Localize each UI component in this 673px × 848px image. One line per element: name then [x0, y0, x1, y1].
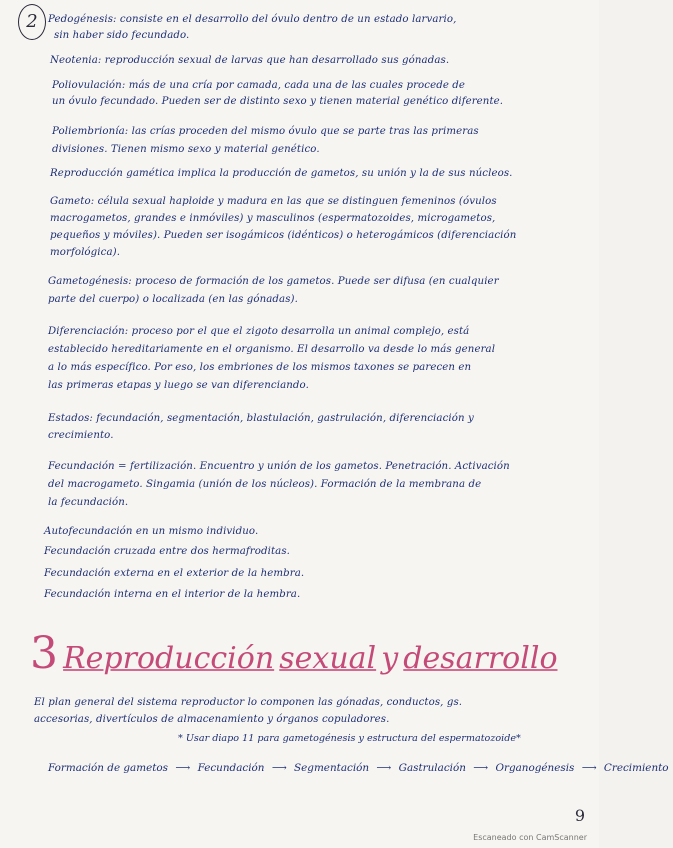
text-line: Neotenia: reproducción sexual de larvas que han desarrollado sus gónadas. — [50, 55, 450, 66]
text-line: parte del cuerpo) o localizada (en las gónadas). — [48, 294, 298, 305]
text-line: Fecundación interna en el interior de la hembra. — [44, 589, 301, 600]
page-number-circle: 2 — [18, 4, 46, 40]
arrow-icon: ⟶ — [175, 762, 191, 774]
heading-word: Reproducción — [63, 641, 275, 676]
text-line: El plan general del sistema reproductor lo componen las gónadas, conductos, gs. — [34, 697, 463, 708]
text-line: la fecundación. — [48, 497, 129, 508]
text-line: Reproducción gamética implica la producción de gametos, su unión y la de sus núcleos. — [50, 168, 513, 179]
section-heading — [30, 628, 558, 679]
text-line: las primeras etapas y luego se van diferenciando. — [48, 380, 309, 391]
arrow-icon: ⟶ — [581, 762, 597, 774]
flow-step: Gastrulación — [398, 762, 466, 774]
text-line: divisiones. Tienen mismo sexo y material genético. — [52, 144, 320, 155]
text-line: Gametogénesis: proceso de formación de los gametos. Puede ser difusa (en cualquier — [48, 276, 499, 287]
text-line: sin haber sido fecundado. — [54, 30, 190, 41]
text-line: a lo más específico. Por eso, los embriones de los mismos taxones se parecen en — [48, 362, 472, 373]
text-line: Fecundación = fertilización. Encuentro y unión de los gametos. Penetración. Activación — [48, 461, 510, 472]
process-flow — [48, 762, 673, 774]
text-line: crecimiento. — [48, 430, 114, 441]
text-line: Pedogénesis: consiste en el desarrollo del óvulo dentro de un estado larvario, — [48, 14, 457, 25]
text-line: Gameto: célula sexual haploide y madura en las que se distinguen femeninos (óvulos — [50, 196, 497, 207]
flow-step: Fecundación — [197, 762, 265, 774]
text-line: un óvulo fecundado. Pueden ser de distinto sexo y tienen material genético diferente. — [52, 96, 504, 107]
arrow-icon: ⟶ — [271, 762, 287, 774]
text-line: Poliovulación: más de una cría por camada, cada una de las cuales procede de — [52, 80, 466, 91]
text-line: accesorias, divertículos de almacenamiento y órganos copuladores. — [34, 714, 390, 725]
text-line: Autofecundación en un mismo individuo. — [44, 526, 259, 537]
text-line: Fecundación externa en el exterior de la hembra. — [44, 568, 305, 579]
heading-word: desarrollo — [403, 641, 558, 676]
flow-step: Crecimiento — [603, 762, 669, 774]
text-line: macrogametos, grandes e inmóviles) y masculinos (espermatozoides, microgametos, — [50, 213, 496, 224]
text-line: Estados: fecundación, segmentación, blastulación, gastrulación, diferenciación y — [48, 413, 474, 424]
heading-word: sexual — [279, 641, 377, 676]
text-line: Diferenciación: proceso por el que el zigoto desarrolla un animal complejo, está — [48, 326, 470, 337]
arrow-icon: ⟶ — [473, 762, 489, 774]
flow-step: Segmentación — [294, 762, 370, 774]
note-line: * Usar diapo 11 para gametogénesis y estructura del espermatozoide* — [178, 733, 521, 744]
corner-page-number: 9 — [574, 806, 585, 825]
text-line: establecido hereditariamente en el organismo. El desarrollo va desde lo más general — [48, 344, 496, 355]
text-line: Poliembrionía: las crías proceden del mismo óvulo que se parte tras las primeras — [52, 126, 479, 137]
heading-word: y — [381, 641, 399, 676]
flow-step: Organogénesis — [495, 762, 575, 774]
text-line: morfológica). — [50, 247, 121, 258]
heading-number: 3 — [30, 628, 58, 679]
text-line: Fecundación cruzada entre dos hermafroditas. — [44, 546, 290, 557]
flow-step: Formación de gametos — [48, 762, 169, 774]
scanner-footer: Escaneado con CamScanner — [473, 833, 587, 842]
arrow-icon: ⟶ — [376, 762, 392, 774]
text-line: del macrogameto. Singamia (unión de los núcleos). Formación de la membrana de — [48, 479, 482, 490]
text-line: pequeños y móviles). Pueden ser isogámicos (idénticos) o heterogámicos (diferenciación — [50, 230, 517, 241]
